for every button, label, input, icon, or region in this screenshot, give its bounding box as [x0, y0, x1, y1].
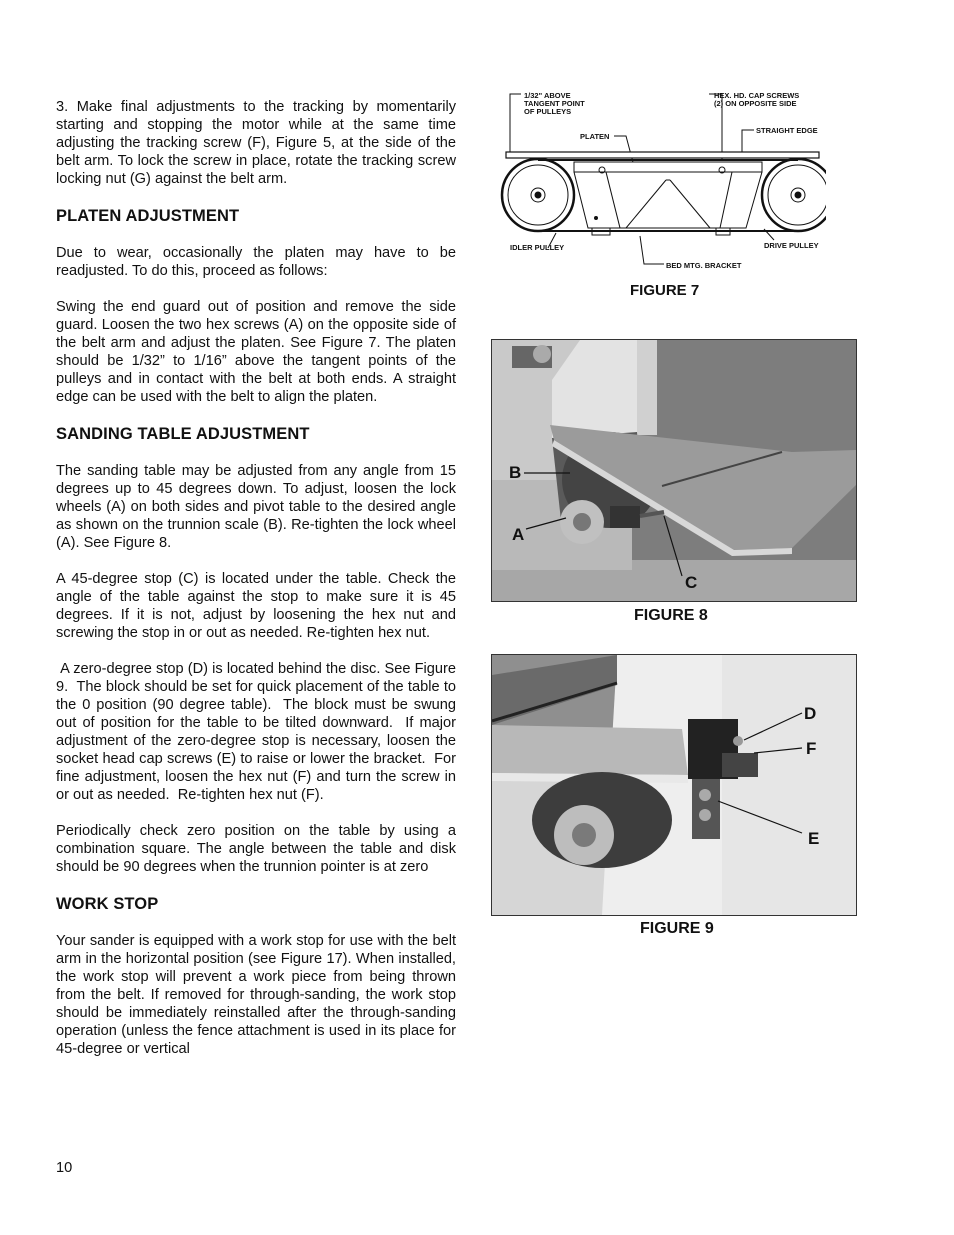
heading-platen-adjustment: PLATEN ADJUSTMENT — [56, 207, 240, 225]
label-a: A — [512, 525, 525, 544]
paragraph-platen-2: Swing the end guard out of position and remove the side guard. Loosen the two hex screws (A) on the opposite side of the belt arm and adjust the platen. See Figure 7. The platen should be 1/32” to 1/16” above the tangent points of the pulleys and in contact with the belt at both ends. A straight edge can be used with the belt to align the platen. — [56, 299, 456, 405]
label-above-line1: 1/32" ABOVE — [524, 91, 571, 100]
heading-sanding-table-adjustment: SANDING TABLE ADJUSTMENT — [56, 425, 310, 443]
figure-7-diagram — [496, 88, 826, 278]
label-above-line2: TANGENT POINT — [524, 99, 585, 108]
label-above-line3: OF PULLEYS — [524, 107, 572, 116]
label-b: B — [509, 463, 522, 482]
paragraph-work-stop: Your sander is equipped with a work stop for use with the belt arm in the horizontal position (see Figure 17). When installed, the work stop will prevent a work piece from being thrown from the belt. If removed for through-sanding, the work stop should be immediately reinstalled after the through-sanding operation (unless the fence attachment is used in its place for 45-degree or vertical — [56, 933, 456, 1057]
figure-9-photo — [491, 654, 857, 916]
label-screws-line1: HEX. HD. CAP SCREWS — [714, 91, 800, 100]
sanding-table-photo — [492, 340, 856, 601]
label-straight-edge: STRAIGHT EDGE — [756, 126, 818, 135]
figure-8-photo — [491, 339, 857, 602]
label-d: D — [804, 704, 817, 723]
heading-work-stop: WORK STOP — [56, 895, 159, 913]
zero-stop-photo — [492, 655, 856, 915]
paragraph-platen-1: Due to wear, occasionally the platen may have to be readjusted. To do this, proceed as follows: — [56, 245, 456, 279]
paragraph-tracking: 3. Make final adjustments to the tracking by momentarily starting and stopping the motor while at the same time adjusting the tracking screw (F), Figure 5, at the side of the belt arm. To lock the screw in place, rotate the tracking screw locking nut (G) against the belt arm. — [56, 99, 456, 187]
label-drive-pulley: DRIVE PULLEY — [764, 241, 819, 250]
paragraph-sanding-1: The sanding table may be adjusted from any angle from 15 degrees up to 45 degrees down. To adjust, loosen the lock wheels (A) on both sides and pivot table to the desired angle as shown on the trunnion scale (B). Re-tighten the lock wheel (A). See Figure 8. — [56, 463, 456, 551]
label-idler-pulley: IDLER PULLEY — [510, 243, 565, 252]
figure-8-caption: FIGURE 8 — [634, 607, 708, 624]
paragraph-sanding-3: A zero-degree stop (D) is located behind the disc. See Figure 9. The block should be set for quick placement of the table to the 0 position (90 degree table). The block must be swung out of position for the table to be tilted downward. If major adjustment of the zero-degree stop is necessary, loosen the socket head cap screws (E) to raise or lower the bracket. For fine adjustment, loosen the hex nut (F) and turn the screw in or out as needed. Re-tighten hex nut (F). — [56, 661, 461, 803]
page-number: 10 — [56, 1160, 73, 1176]
label-e: E — [808, 829, 820, 848]
paragraph-sanding-2: A 45-degree stop (C) is located under the table. Check the angle of the table against the stop to make sure it is 45 degrees. If it is not, adjust by loosening the hex nut and screwing the stop in or out as needed. Re-tighten hex nut. — [56, 571, 456, 641]
label-platen: PLATEN — [580, 132, 610, 141]
paragraph-sanding-4: Periodically check zero position on the table by using a combination square. The angle between the table and disk should be 90 degrees when the trunnion pointer is at zero — [56, 823, 456, 875]
label-screws-line2: (2) ON OPPOSITE SIDE — [714, 99, 797, 108]
belt-platen-diagram — [496, 88, 826, 278]
left-text-column — [56, 98, 461, 1058]
label-c: C — [685, 573, 698, 592]
label-bed-bracket: BED MTG. BRACKET — [666, 261, 742, 270]
figure-7-caption: FIGURE 7 — [630, 282, 700, 299]
figure-9-caption: FIGURE 9 — [640, 920, 714, 937]
label-f: F — [806, 739, 817, 758]
